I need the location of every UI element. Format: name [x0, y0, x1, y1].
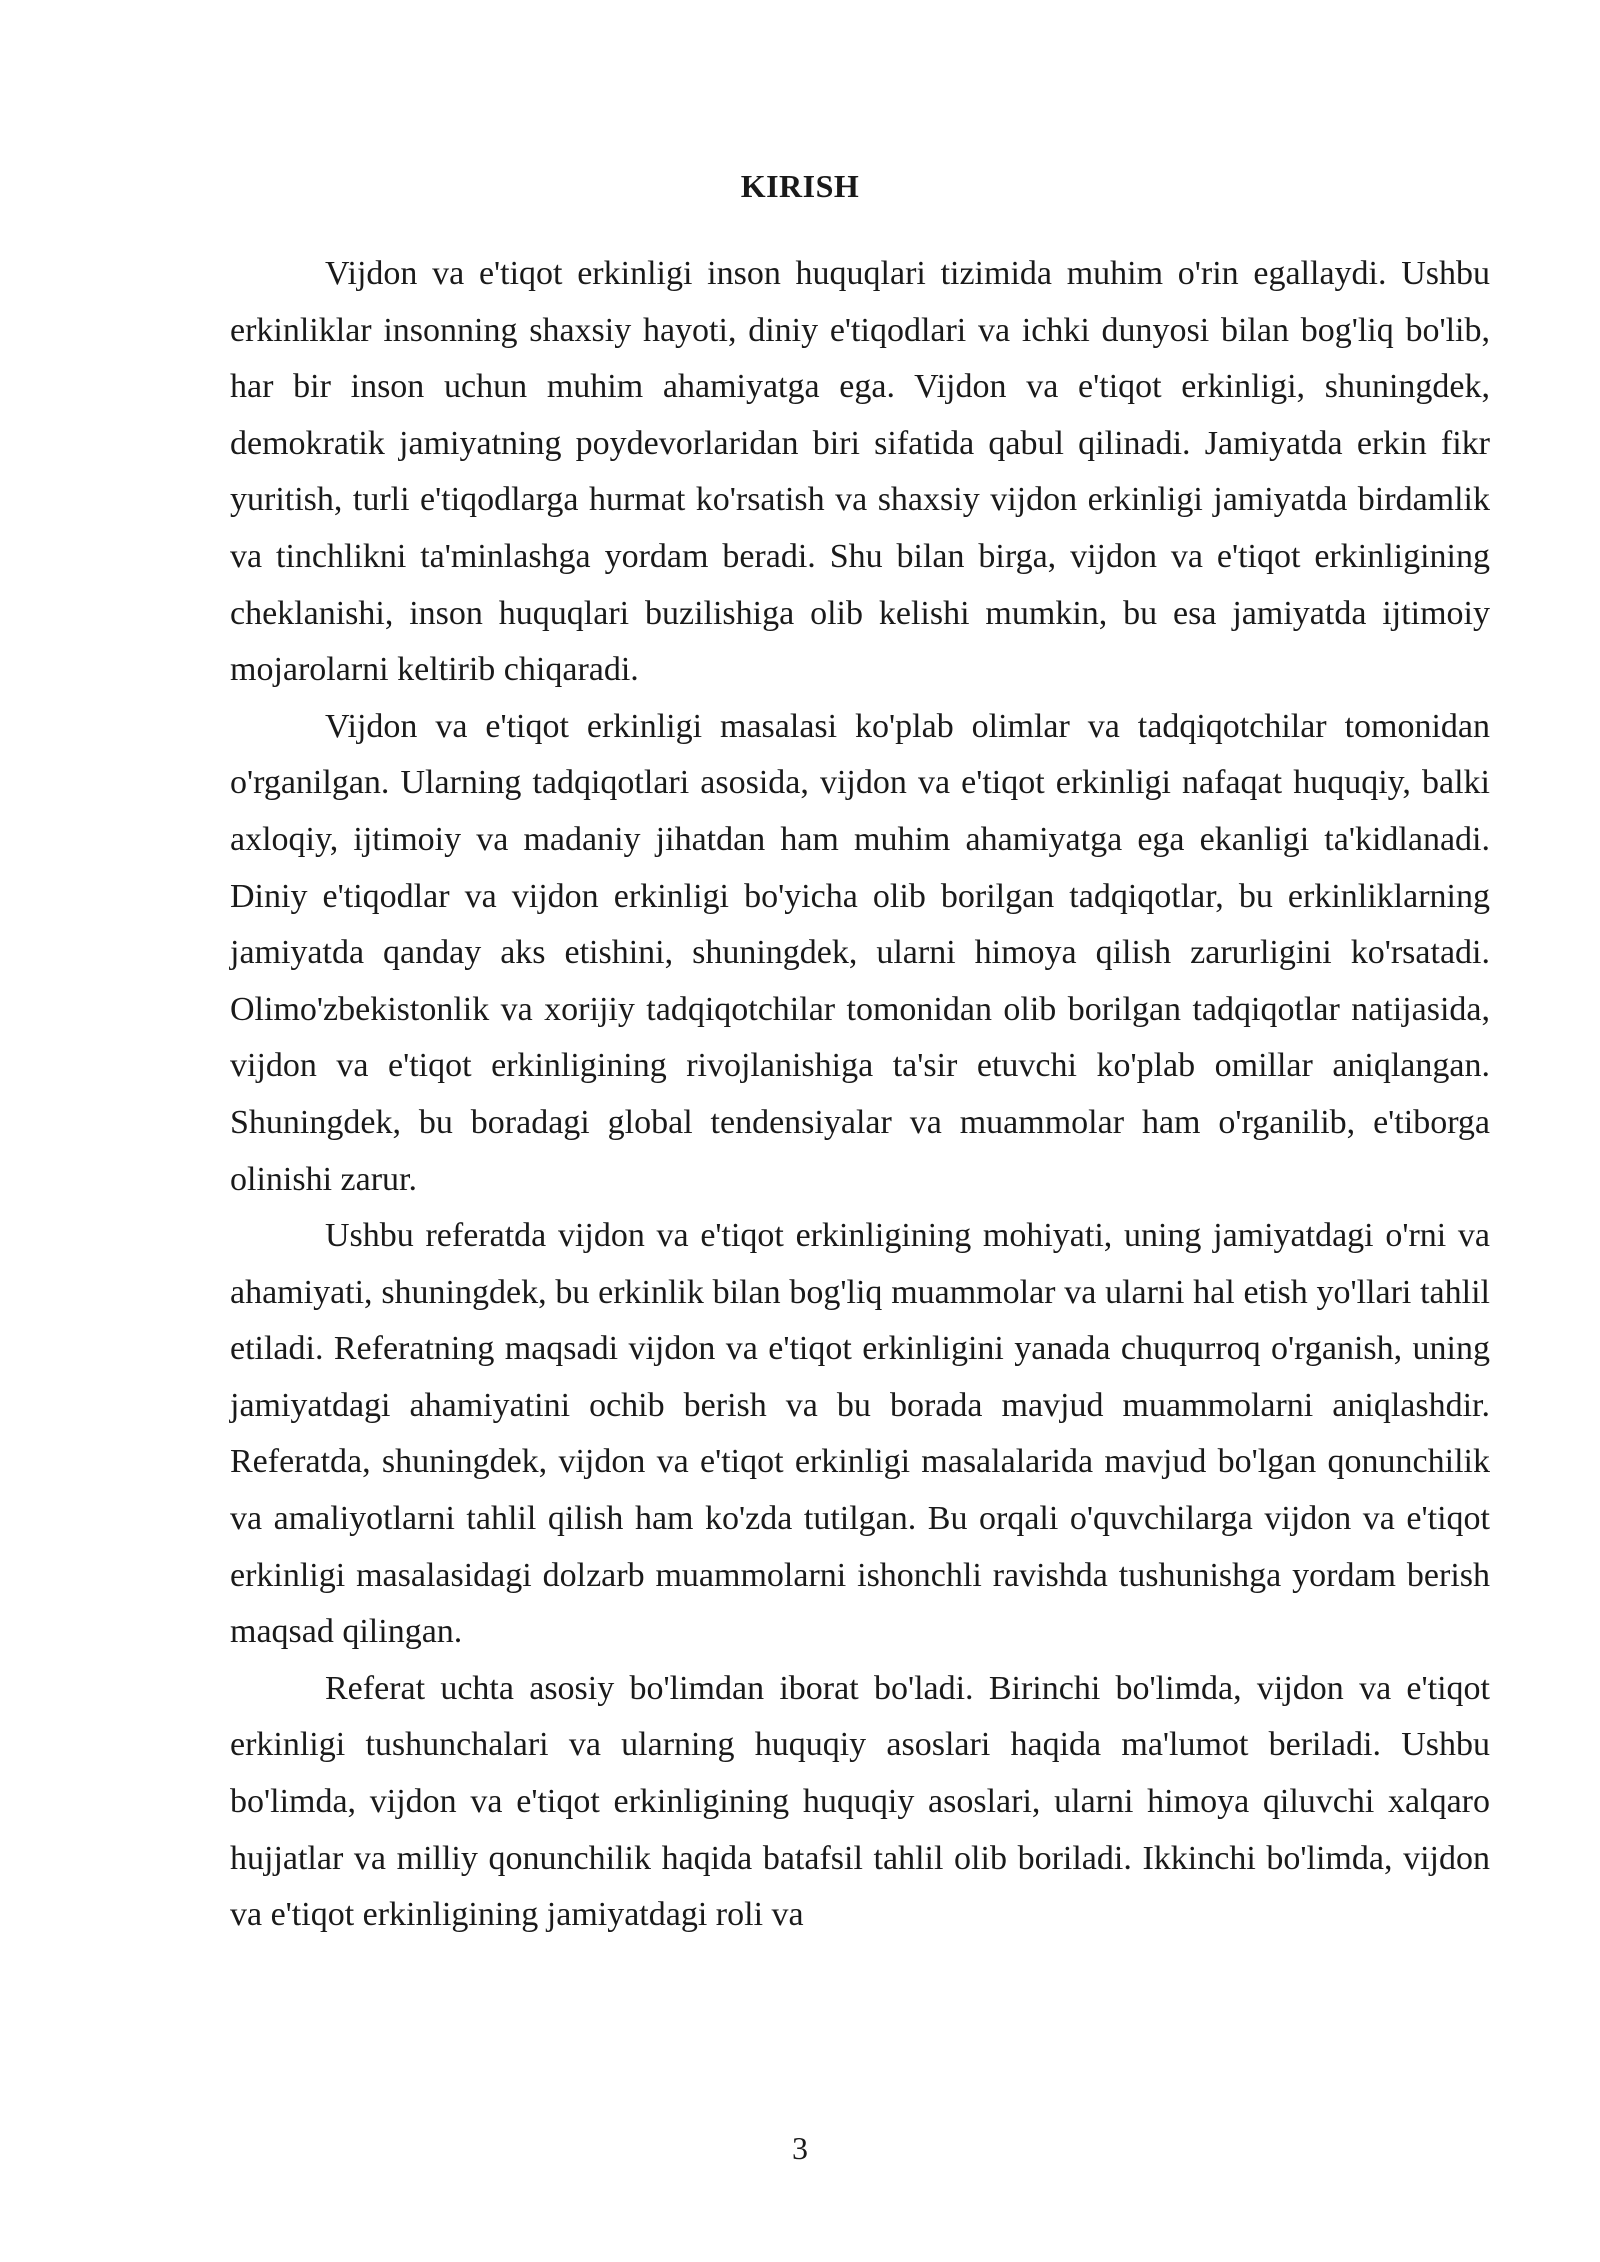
paragraph-4: Referat uchta asosiy bo'limdan iborat bo'ladi. Birinchi bo'limda, vijdon va e'tiqot erkinligi tushunchalari va ularning huquqiy asoslari haqida ma'lumot beriladi. Ushbu bo'limda, vijdon va e'tiqot erkinligining huquqiy asoslari, ularni himoya qiluvchi xalqaro hujjatlar va milliy qonunchilik haqida batafsil tahlil olib boriladi. Ikkinchi bo'limda, vijdon va e'tiqot erkinligining jamiyatdagi roli va	[230, 1669, 1490, 1934]
paragraph-2: Vijdon va e'tiqot erkinligi masalasi ko'plab olimlar va tadqiqotchilar tomonidan o'rganilgan. Ularning tadqiqotlari asosida, vijdon va e'tiqot erkinligi nafaqat huquqiy, balki axloqiy, ijtimoiy va madaniy jihatdan ham muhim ahamiyatga ega ekanligi ta'kidlanadi. Diniy e'tiqodlar va vijdon erkinligi bo'yicha olib borilgan tadqiqotlar, bu erkinliklarning jamiyatda qanday aks etishini, shuningdek, ularni himoya qilish zarurligini ko'rsatadi. Olimo'zbekistonlik va xorijiy tadqiqotchilar tomonidan olib borilgan tadqiqotlar natijasida, vijdon va e'tiqot erkinligining rivojlanishiga ta'sir etuvchi ko'plab omillar aniqlangan. Shuningdek, bu boradagi global tendensiyalar va muammolar ham o'rganilib, e'tiborga olinishi zarur.	[230, 707, 1490, 1198]
page-title: KIRISH	[740, 168, 860, 204]
paragraph-1: Vijdon va e'tiqot erkinligi inson huquqlari tizimida muhim o'rin egallaydi. Ushbu erkinliklar insonning shaxsiy hayoti, diniy e'tiqodlari va ichki dunyosi bilan bog'liq bo'lib, har bir inson uchun muhim ahamiyatga ega. Vijdon va e'tiqot erkinligi, shuningdek, demokratik jamiyatning poydevorlaridan biri sifatida qabul qilinadi. Jamiyatda erkin fikr yuritish, turli e'tiqodlarga hurmat ko'rsatish va shaxsiy vijdon erkinligi jamiyatda birdamlik va tinchlikni ta'minlashga yordam beradi. Shu bilan birga, vijdon va e'tiqot erkinligining cheklanishi, inson huquqlari buzilishiga olib kelishi mumkin, bu esa jamiyatda ijtimoiy mojarolarni keltirib chiqaradi.	[230, 255, 1490, 689]
paragraph-3: Ushbu referatda vijdon va e'tiqot erkinligining mohiyati, uning jamiyatdagi o'rni va ahamiyati, shuningdek, bu erkinlik bilan bog'liq muammolar va ularni hal etish yo'llari tahlil etiladi. Referatning maqsadi vijdon va e'tiqot erkinligini yanada chuqurroq o'rganish, uning jamiyatdagi ahamiyatini ochib berish va bu borada mavjud muammolarni aniqlashdir. Referatda, shuningdek, vijdon va e'tiqot erkinligi masalalarida mavjud bo'lgan qonunchilik va amaliyotlarni tahlil qilish ham ko'zda tutilgan. Bu orqali o'quvchilarga vijdon va e'tiqot erkinligi masalasidagi dolzarb muammolarni ishonchli ravishda tushunishga yordam berish maqsad qilingan.	[230, 1217, 1490, 1651]
page-number: 3	[792, 2130, 808, 2166]
body-text	[230, 246, 1490, 1944]
